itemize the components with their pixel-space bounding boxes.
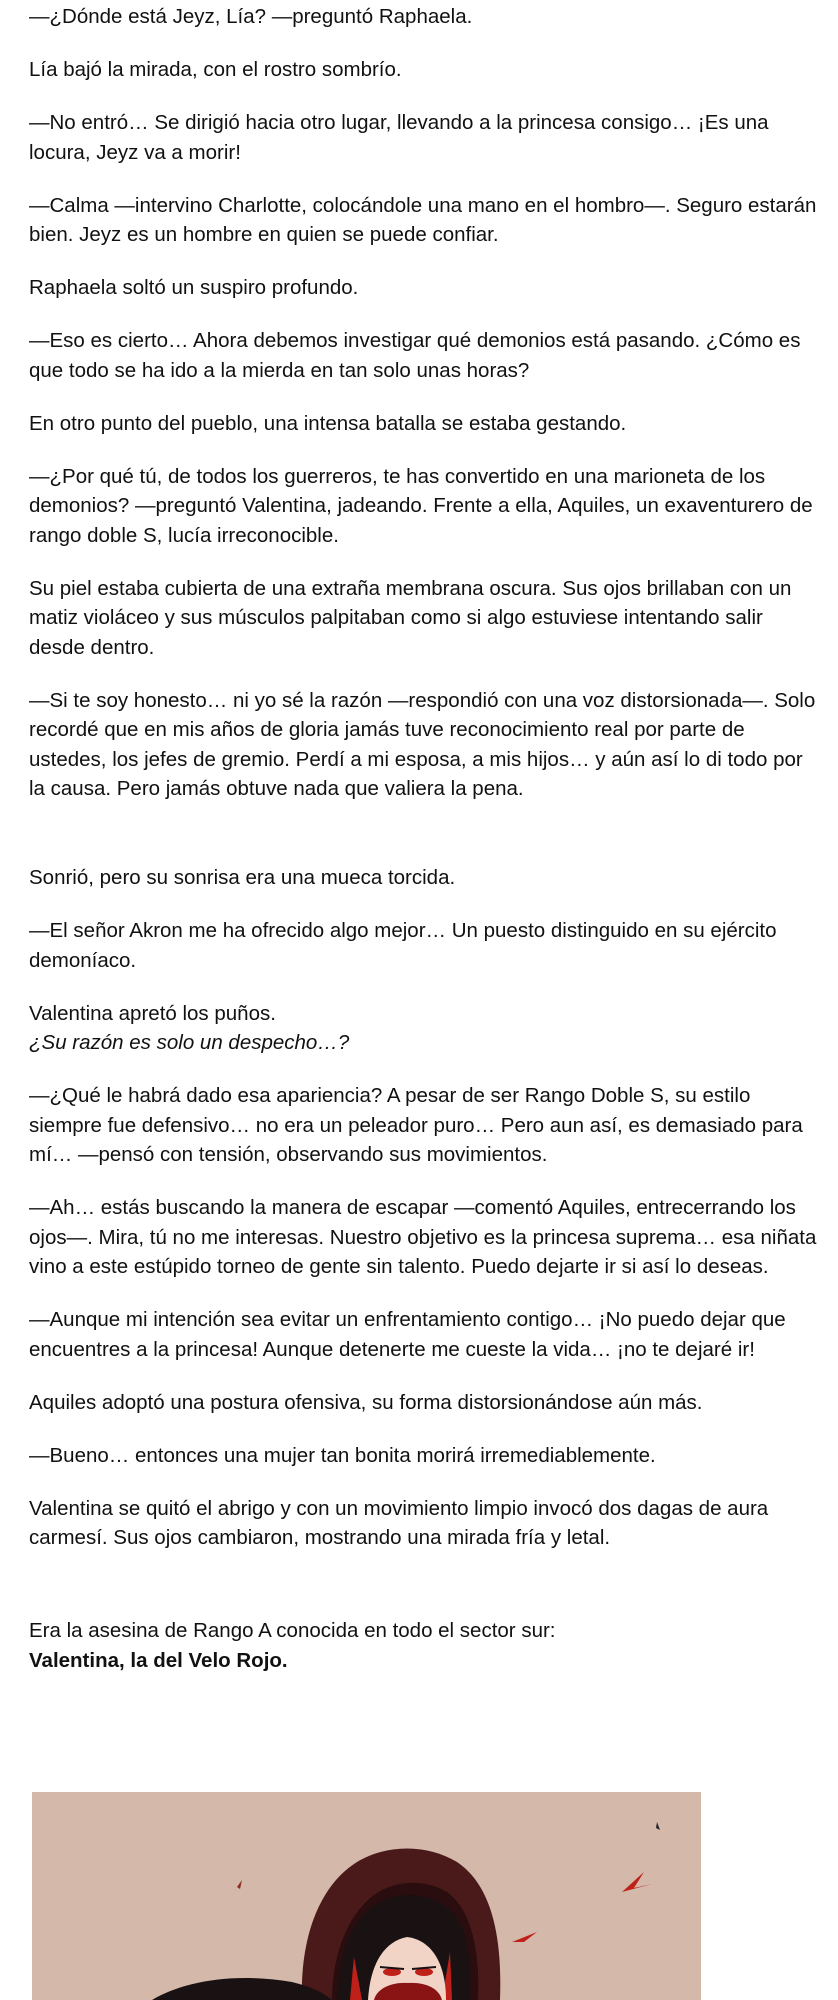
paragraph: —¿Por qué tú, de todos los guerreros, te has convertido en una marioneta de los demonios? —preguntó Valentina, jadeando. Frente a ella, Aquiles, un exaventurero de rango doble S, lucía irreconocible.	[29, 464, 813, 547]
paragraph: Raphaela soltó un suspiro profundo.	[29, 276, 359, 299]
paragraph: Su piel estaba cubierta de una extraña membrana oscura. Sus ojos brillaban con un matiz violáceo y sus músculos palpitaban como si algo estuviese intentando salir desde dentro.	[29, 576, 792, 659]
red-particle	[656, 1822, 660, 1830]
paragraph: Aquiles adoptó una postura ofensiva, su forma distorsionándose aún más.	[29, 1390, 703, 1414]
paragraph: Lía bajó la mirada, con el rostro sombrío.	[29, 58, 402, 81]
paragraph: —No entró… Se dirigió hacia otro lugar, llevando a la princesa consigo… ¡Es una locura, Jeyz va a morir!	[29, 111, 769, 164]
inner-thought: ¿Su razón es solo un despecho…?	[29, 1031, 350, 1054]
hooded-assassin-illustration	[32, 1792, 701, 2000]
emphasis-title: Valentina, la del Velo Rojo.	[29, 1648, 288, 1672]
paragraph: En otro punto del pueblo, una intensa batalla se estaba gestando.	[29, 411, 627, 435]
red-particle	[622, 1872, 652, 1892]
paragraph: —Aunque mi intención sea evitar un enfrentamiento contigo… ¡No puedo dejar que encuentres a la princesa! Aunque detenerte me cueste la vida… ¡no te dejaré ir!	[29, 1308, 786, 1361]
paragraph: —Calma —intervino Charlotte, colocándole una mano en el hombro—. Seguro estarán bien. Jeyz es un hombre en quien se puede confiar.	[29, 193, 817, 246]
paragraph: —Bueno… entonces una mujer tan bonita morirá irremediablemente.	[29, 1443, 656, 1467]
red-particle	[512, 1932, 537, 1942]
paragraph: Valentina apretó los puños.	[29, 1001, 276, 1025]
paragraph: —¿Dónde está Jeyz, Lía? —preguntó Raphaela.	[29, 5, 473, 28]
paragraph: —Eso es cierto… Ahora debemos investigar qué demonios está pasando. ¿Cómo es que todo se ha ido a la mierda en tan solo unas horas?	[29, 329, 801, 382]
paragraph: Valentina se quitó el abrigo y con un movimiento limpio invocó dos dagas de aura carmesí. Sus ojos cambiaron, mostrando una mirada fría y letal.	[29, 1496, 769, 1549]
paragraph: —Ah… estás buscando la manera de escapar —comentó Aquiles, entrecerrando los ojos—. Mira, tú no me interesas. Nuestro objetivo es la princesa suprema… esa niñata vino a este estúpido torneo de gente sin talento. Puedo dejarte ir si así lo deseas.	[29, 1196, 817, 1278]
story-text	[29, 0, 819, 1699]
paragraph: Sonrió, pero su sonrisa era una mueca torcida.	[29, 866, 456, 889]
section-gap	[29, 1576, 819, 1616]
section-gap	[29, 827, 819, 863]
paragraph: —Si te soy honesto… ni yo sé la razón —respondió con una voz distorsionada—. Solo recordé que en mis años de gloria jamás tuve reconocimiento real por parte de ustedes, los jefes de gremio. Perdí a mi esposa, a mis hijos… y aún así lo di todo por la causa. Pero jamás obtuve nada que valiera la pena.	[29, 688, 816, 800]
paragraph: Era la asesina de Rango A conocida en todo el sector sur:	[29, 1619, 556, 1642]
paragraph: —¿Qué le habrá dado esa apariencia? A pesar de ser Rango Doble S, su estilo siempre fue defensivo… no era un peleador puro… Pero aun así, es demasiado para mí… —pensó con tensión, observando sus movimientos.	[29, 1084, 803, 1166]
paragraph: —El señor Akron me ha ofrecido algo mejor… Un puesto distinguido en su ejército demoníaco.	[29, 919, 777, 972]
red-particle	[237, 1880, 242, 1889]
